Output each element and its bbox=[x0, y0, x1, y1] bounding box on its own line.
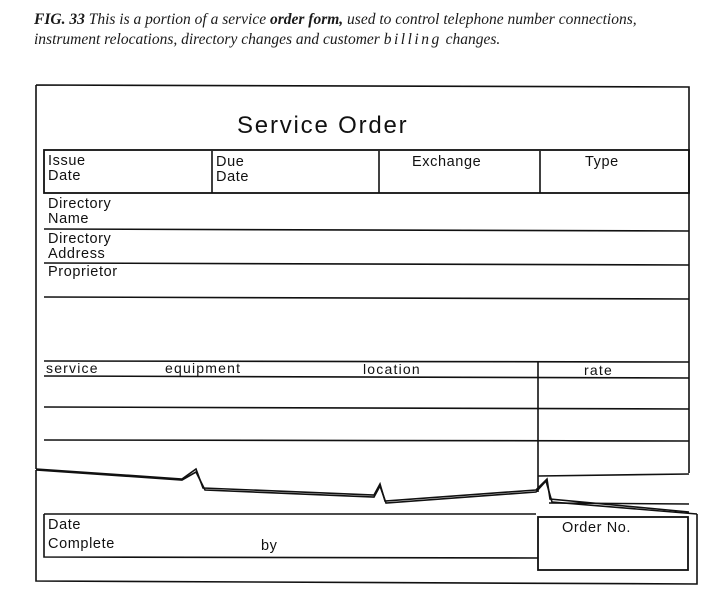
proprietor-line bbox=[44, 297, 689, 299]
caption-text-1: This is a portion of a service bbox=[88, 11, 267, 28]
due-date-label: Due Date bbox=[216, 154, 250, 185]
figure-number: FIG. 33 bbox=[34, 11, 85, 28]
caption-text-3: changes. bbox=[445, 31, 501, 48]
form-title: Service Order bbox=[237, 112, 409, 139]
caption-text-2: used to control telephone number connections, instrument relocations, directory changes and customer bbox=[34, 11, 637, 48]
table-row-line-1 bbox=[44, 407, 689, 409]
date-complete-label: Date Complete bbox=[48, 517, 115, 552]
form-upper-border bbox=[36, 85, 689, 473]
caption-bold-text: order form, bbox=[269, 11, 344, 28]
equipment-column-header: equipment bbox=[165, 360, 242, 376]
proprietor-label: Proprietor bbox=[48, 264, 118, 280]
directory-address-label: Directory Address bbox=[48, 231, 112, 262]
issue-date-label: Issue Date bbox=[48, 153, 86, 184]
caption-spaced-text: billing bbox=[383, 31, 442, 48]
type-label: Type bbox=[585, 154, 619, 170]
order-no-label: Order No. bbox=[562, 520, 632, 536]
date-complete-box bbox=[44, 514, 538, 558]
exchange-label: Exchange bbox=[412, 154, 482, 170]
table-row-line-2 bbox=[44, 440, 689, 441]
service-column-header: service bbox=[46, 360, 99, 376]
tear-line-lower bbox=[36, 470, 697, 514]
location-column-header: location bbox=[363, 361, 421, 377]
directory-name-line bbox=[44, 229, 689, 231]
directory-name-label: Directory Name bbox=[48, 196, 112, 227]
directory-address-line bbox=[44, 263, 689, 265]
by-label: by bbox=[261, 538, 278, 554]
rate-column-header: rate bbox=[584, 362, 613, 378]
